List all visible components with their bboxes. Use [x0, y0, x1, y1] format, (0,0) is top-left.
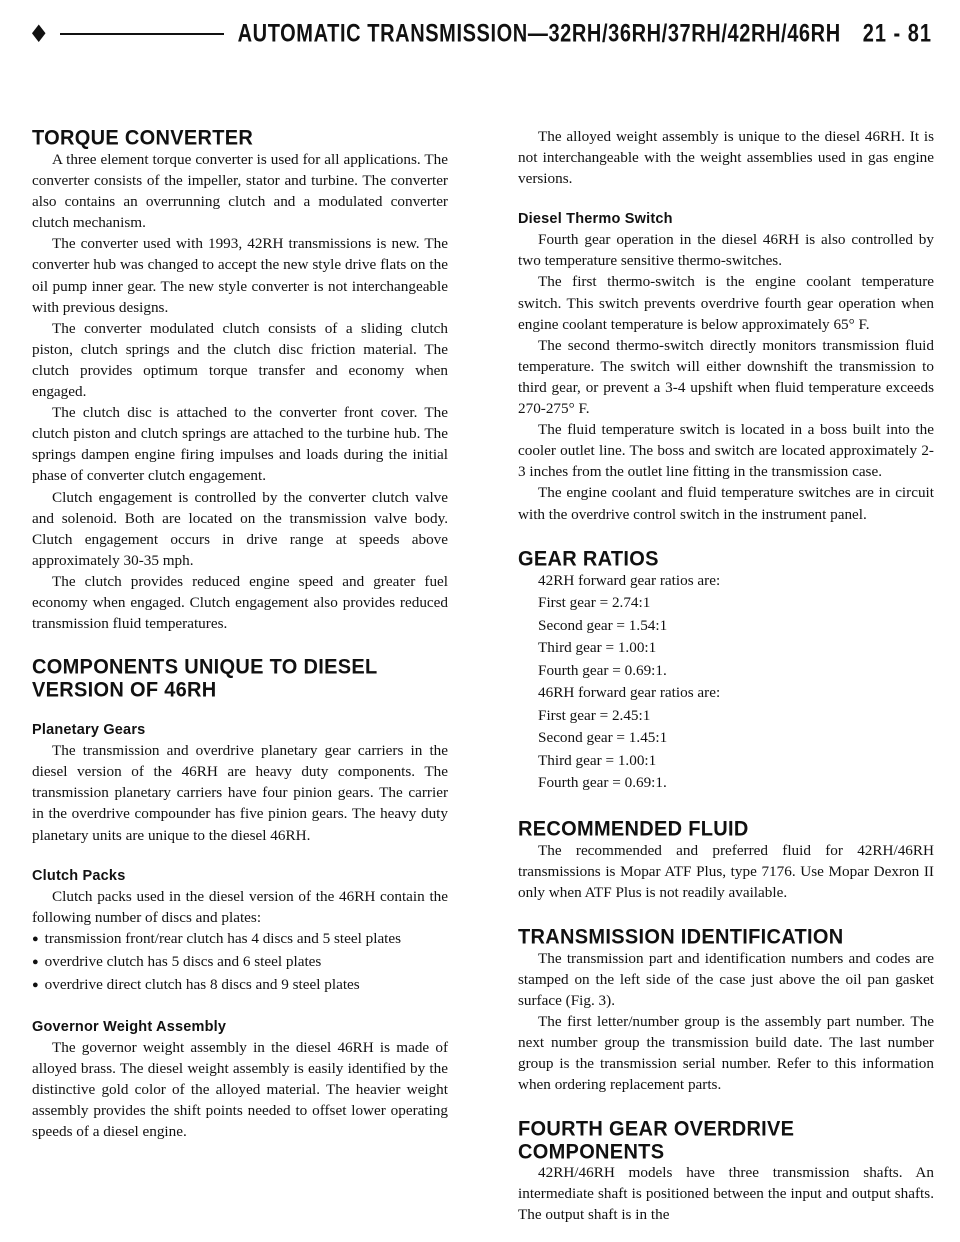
- paragraph: The transmission and overdrive planetary gear carriers in the diesel version of the 46RH are heavy duty components. The transmission planetary carriers have four pinion gears. The carrier in the overdrive compounder has five pinion gears. The heavy duty planetary units are unique to the diesel 46RH.: [32, 742, 448, 844]
- paragraph: The transmission part and identification numbers and codes are stamped on the left side of the case just above the oil pan gasket surface (Fig. 3).: [518, 949, 934, 1010]
- header-title: AUTOMATIC TRANSMISSION—32RH/36RH/37RH/42RH/46RH: [237, 19, 841, 48]
- section-heading-torque-converter: TORQUE CONVERTER: [32, 126, 254, 150]
- section-heading-fourth-gear-overdrive: FOURTH GEAR OVERDRIVE COMPONENTS: [518, 1116, 795, 1164]
- list-item: ● transmission front/rear clutch has 4 discs and 5 steel plates: [32, 928, 448, 951]
- paragraph: The second thermo-switch directly monitors transmission fluid temperature. The switch will either downshift the transmission to third gear, or prevent a 3-4 upshift when fluid temperature exceeds 270-275° F.: [518, 336, 934, 418]
- section-heading-transmission-identification: TRANSMISSION IDENTIFICATION: [518, 924, 844, 949]
- page-number: 21 - 81: [862, 19, 932, 48]
- list-item: 46RH forward gear ratios are:: [538, 684, 721, 702]
- list-item: First gear = 2.74:1: [538, 594, 651, 612]
- clutch-pack-list: [32, 928, 448, 997]
- gear-ratio-list: [518, 570, 934, 795]
- section-heading-diesel-components: COMPONENTS UNIQUE TO DIESEL VERSION OF 46RH: [32, 655, 378, 702]
- paragraph: Fourth gear operation in the diesel 46RH is also controlled by two temperature sensitive thermo-switches.: [518, 231, 934, 270]
- paragraph: Clutch packs used in the diesel version of the 46RH contain the following number of discs and plates:: [32, 887, 448, 926]
- paragraph: Clutch engagement is controlled by the converter clutch valve and solenoid. Both are located on the transmission valve body. Clutch engagement occurs in drive range at speeds above approximately 30-35 mph.: [32, 488, 448, 569]
- paragraph: The converter used with 1993, 42RH transmissions is new. The converter hub was changed to accept the new style drive flats on the oil pump inner gear. The new style converter is not interchangeable with previous designs.: [32, 235, 448, 316]
- list-item: Third gear = 1.00:1: [538, 751, 657, 769]
- paragraph: The governor weight assembly in the diesel 46RH is made of alloyed brass. The diesel weight assembly is easily identified by the distinctive gold color of the alloyed material. The heavier weight assembly provides the shift points needed to offset lower operating speeds of a diesel engine.: [32, 1039, 448, 1141]
- header-rule: [60, 33, 224, 35]
- subheading-clutch-packs: Clutch Packs: [32, 867, 126, 884]
- paragraph: The clutch provides reduced engine speed and greater fuel economy when engaged. Clutch engagement also provides reduced transmission fluid temperatures.: [32, 572, 448, 633]
- list-item: Second gear = 1.45:1: [538, 729, 668, 747]
- paragraph: The recommended and preferred fluid for 42RH/46RH transmissions is Mopar ATF Plus, type 7176. Use Mopar Dexron II only when ATF Plus is not readily available.: [518, 841, 934, 901]
- list-item: Third gear = 1.00:1: [538, 639, 657, 657]
- diamond-bullet-icon: ♦: [28, 20, 50, 48]
- list-item: Fourth gear = 0.69:1.: [538, 774, 667, 792]
- subheading-diesel-thermo-switch: Diesel Thermo Switch: [518, 211, 673, 228]
- right-column: [518, 126, 934, 1225]
- section-heading-recommended-fluid: RECOMMENDED FLUID: [518, 816, 749, 841]
- list-item: 42RH forward gear ratios are:: [538, 571, 721, 589]
- paragraph: The alloyed weight assembly is unique to the diesel 46RH. It is not interchangeable with the weight assemblies used in gas engine versions.: [518, 128, 934, 188]
- paragraph: The clutch disc is attached to the converter front cover. The clutch piston and clutch springs are attached to the turbine hub. The springs dampen engine firing impulses and loads during the initial phase of converter clutch engagement.: [32, 404, 448, 485]
- paragraph: The fluid temperature switch is located in a boss built into the cooler outlet line. The boss and switch are located approximately 2-3 inches from the outlet line fitting in the transmission case.: [518, 421, 934, 481]
- subheading-planetary-gears: Planetary Gears: [32, 722, 146, 739]
- list-item: Fourth gear = 0.69:1.: [538, 661, 667, 679]
- section-heading-gear-ratios: GEAR RATIOS: [518, 546, 659, 571]
- list-item: ● overdrive clutch has 5 discs and 6 steel plates: [32, 951, 448, 974]
- left-column: [32, 128, 448, 1143]
- page-header: [28, 14, 932, 54]
- paragraph: The converter modulated clutch consists of a sliding clutch piston, clutch springs and the clutch disc friction material. The clutch provides optimum torque transfer and economy when engaged.: [32, 319, 448, 401]
- paragraph: The first thermo-switch is the engine coolant temperature switch. This switch prevents overdrive fourth gear operation when engine coolant temperature is below approximately 65° F.: [518, 273, 934, 333]
- subheading-governor-weight: Governor Weight Assembly: [32, 1019, 227, 1036]
- paragraph: The first letter/number group is the assembly part number. The next number group the transmission build date. The last number group is the transmission serial number. Refer to this information when ordering replacement parts.: [518, 1013, 934, 1094]
- list-item: ● overdrive direct clutch has 8 discs and 9 steel plates: [32, 974, 448, 997]
- paragraph: A three element torque converter is used for all applications. The converter consists of the impeller, stator and turbine. The converter also contains an overrunning clutch and a modulated converter clutch mechanism.: [32, 151, 448, 232]
- list-item: Second gear = 1.54:1: [538, 616, 668, 634]
- list-item: First gear = 2.45:1: [538, 706, 651, 724]
- paragraph: 42RH/46RH models have three transmission shafts. An intermediate shaft is positioned between the input and output shafts. The output shaft is in the: [518, 1163, 934, 1223]
- paragraph: The engine coolant and fluid temperature switches are in circuit with the overdrive control switch in the instrument panel.: [518, 484, 934, 523]
